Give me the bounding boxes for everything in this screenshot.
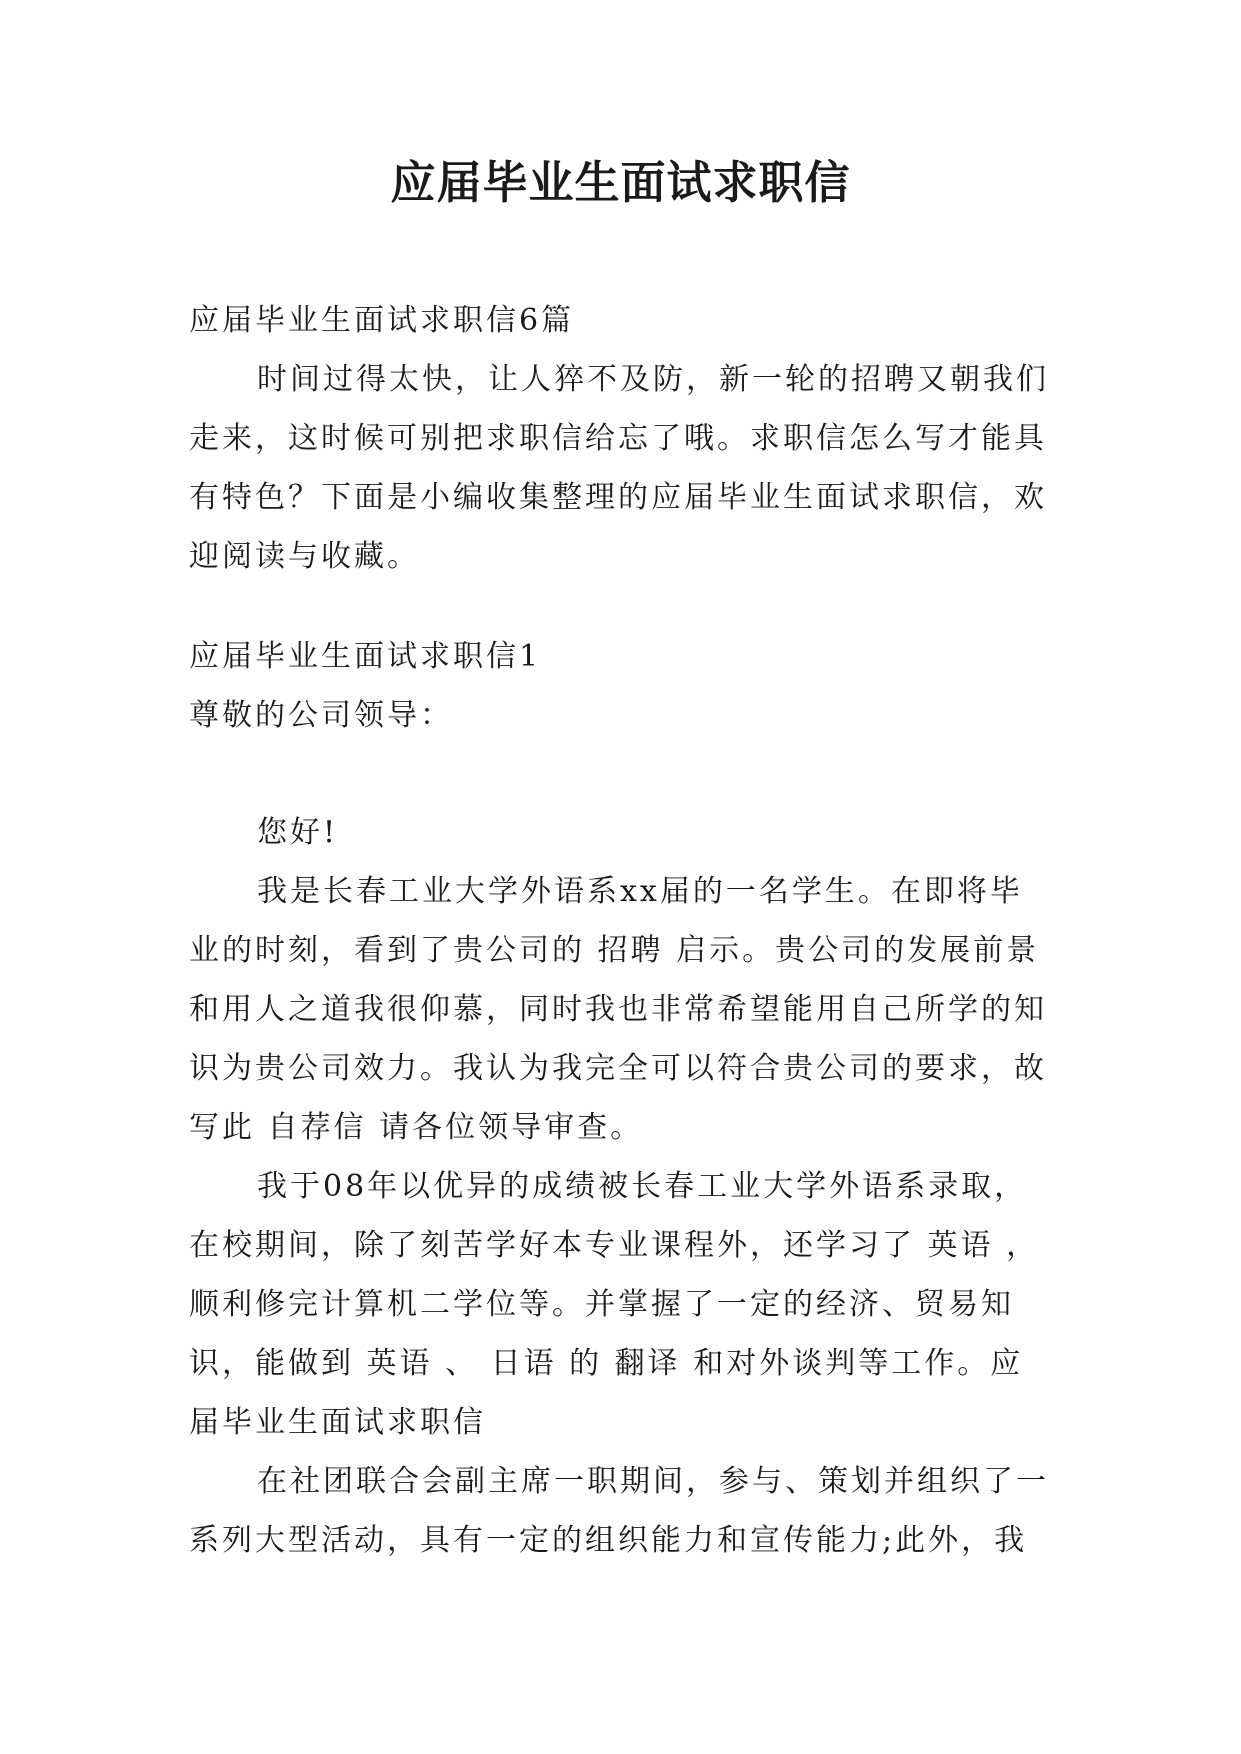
paragraph-spacer	[189, 586, 1049, 627]
document-title: 应届毕业生面试求职信	[390, 156, 851, 209]
section-heading: 应届毕业生面试求职信1	[189, 639, 542, 674]
document-subtitle: 应届毕业生面试求职信6篇	[189, 303, 575, 338]
greeting: 您好!	[257, 815, 339, 850]
document-body	[189, 291, 1049, 1570]
body-paragraph: 我于08年以优异的成绩被长春工业大学外语系录取，在校期间，除了刻苦学好本专业课程外，还学习了 英语 ，顺利修完计算机二学位等。并掌握了一定的经济、贸易知识，能做到 英语 、 日语 的 翻译 和对外谈判等工作。应届毕业生面试求职信	[189, 1169, 1040, 1440]
salutation: 尊敬的公司领导：	[189, 698, 453, 733]
intro-paragraph: 时间过得太快，让人猝不及防，新一轮的招聘又朝我们走来，这时候可别把求职信给忘了哦。求职信怎么写才能具有特色？下面是小编收集整理的应届毕业生面试求职信，欢迎阅读与收藏。	[189, 362, 1049, 574]
body-paragraph: 我是长春工业大学外语系xx届的一名学生。在即将毕业的时刻，看到了贵公司的 招聘 启示。贵公司的发展前景和用人之道我很仰慕，同时我也非常希望能用自己所学的知识为贵公司效力。我认为我完全可以符合贵公司的要求，故写此 自荐信 请各位领导审查。	[189, 874, 1047, 1145]
body-paragraph: 在社团联合会副主席一职期间，参与、策划并组织了一系列大型活动，具有一定的组织能力和宣传能力;此外，我	[189, 1464, 1049, 1558]
paragraph-spacer	[189, 745, 1049, 803]
